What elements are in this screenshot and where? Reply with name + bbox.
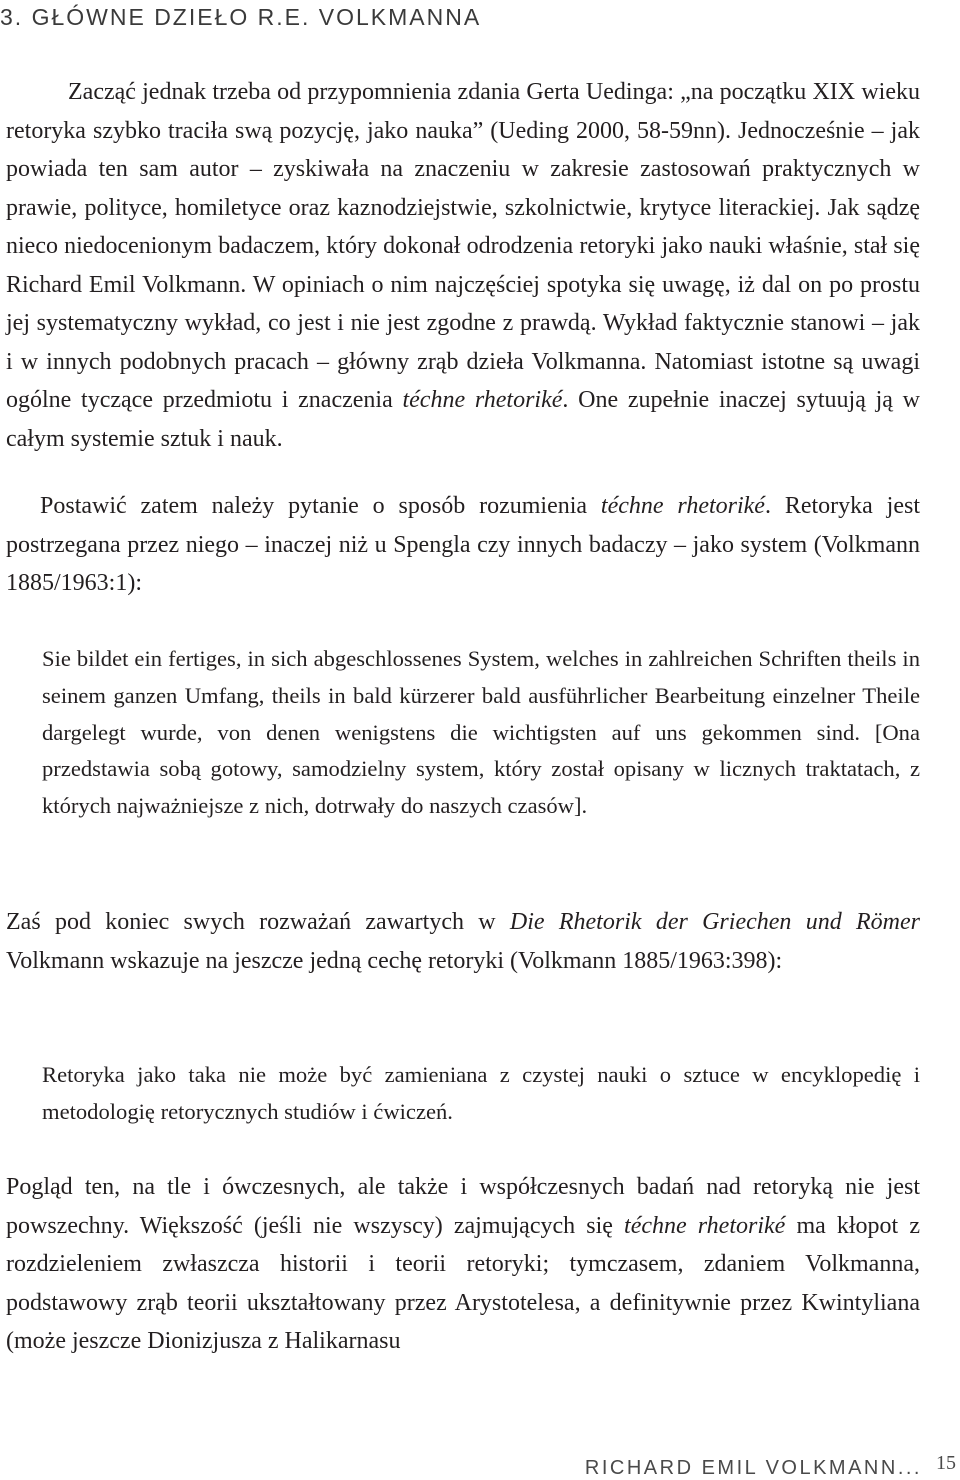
paragraph-text: Zacząć jednak trzeba od przypomnienia zdania Gerta Uedinga: „na początku XIX wieku retoryka szybko traciła swą pozycję, jako nauka” (Ueding 2000, 58-59nn). Jednocześnie – jak powiada ten sam autor – zyskiwała na znaczeniu w zakresie zastosowań praktycznych w prawie, polityce, homiletyce oraz kaznodziejstwie, szkolnictwie, krytyce literackiej. Jak sądzę nieco niedocenionym badaczem, który dokonał odrodzenia retoryki jako nauki właśnie, stał się Richard Emil Volkmann. W opiniach o nim najczęściej spotyka się uwagę, iż dal on po prostu jej systematyczny wykład, co jest i nie jest zgodne z prawdą. Wykład faktycznie stanowi – jak i w innych podobnych pracach – główny zrąb dzieła Volkmanna. Natomiast istotne są uwagi ogólne tyczące przedmiotu i znaczenia <box>6 79 920 413</box>
paragraph-text: Pogląd ten, na tle i ówczesnych, ale także i współczesnych badań nad retoryką nie jest powszechny. Większość (jeśli nie wszyscy) zajmujących się <box>6 1174 920 1239</box>
block-quote-german: Sie bildet ein fertiges, in sich abgeschlossenes System, welches in zahlreichen Schriften theils in seinem ganzen Umfang, theils in bald kürzerer bald ausführlicher Bearbeitung einzelner Theile dargelegt wurde, von denen wenigstens die wichtigsten auf uns gekommen sind. [Ona przedstawia sobą gotowy, samodzielny system, który został opisany w licznych traktatach, z których najważniejsze z nich, dotrwały do naszych czasów]. <box>42 646 920 819</box>
paragraph-rhetorik <box>6 903 920 980</box>
paragraph-text: ma kłopot z rozdzieleniem zwłaszcza historii i teorii retoryki; tymczasem, zdaniem Volkmanna, podstawowy zrąb teorii ukształtowany przez Arystotelesa, a definitywnie przez Kwintyliana (może jeszcze Dionizjusza z Halikarnasu <box>6 1212 920 1354</box>
paragraph-text: Volkmann wskazuje na jeszcze jedną cechę retoryki (Volkmann 1885/1963:398): <box>6 947 783 974</box>
paragraph-text: . One zupełnie inaczej sytuują ją w całym systemie sztuk i nauk. <box>6 387 920 452</box>
page-number: 15 <box>936 1452 956 1474</box>
paragraph-text: Postawić zatem należy pytanie o sposób rozumienia <box>40 493 601 519</box>
paragraph-poglad <box>6 1168 920 1361</box>
paragraph-text: . Retoryka jest postrzegana przez niego – inaczej niż u Spengla czy innych badaczy – jako system (Volkmann 1885/1963:1): <box>6 493 920 596</box>
paragraph-text: Zaś pod koniec swych rozważań zawartych w <box>6 909 510 935</box>
block-quote-polish: Retoryka jako taka nie może być zamieniana z czystej nauki o sztuce w encyklopedię i metodologię retorycznych studiów i ćwiczeń. <box>42 1062 920 1124</box>
paragraph-question <box>6 487 920 603</box>
italic-book-title: Die Rhetorik der Griechen und Römer <box>509 909 920 935</box>
running-footer-title: RICHARD EMIL VOLKMANN... <box>584 1457 922 1479</box>
running-header: 3. GŁÓWNE DZIEŁO R.E. VOLKMANNA <box>0 4 482 30</box>
paragraph-ueding <box>6 73 920 458</box>
italic-term: téchne rhetoriké <box>402 387 563 413</box>
italic-term: téchne rhetoriké <box>600 493 765 519</box>
italic-term: téchne rhetoriké <box>624 1212 786 1239</box>
